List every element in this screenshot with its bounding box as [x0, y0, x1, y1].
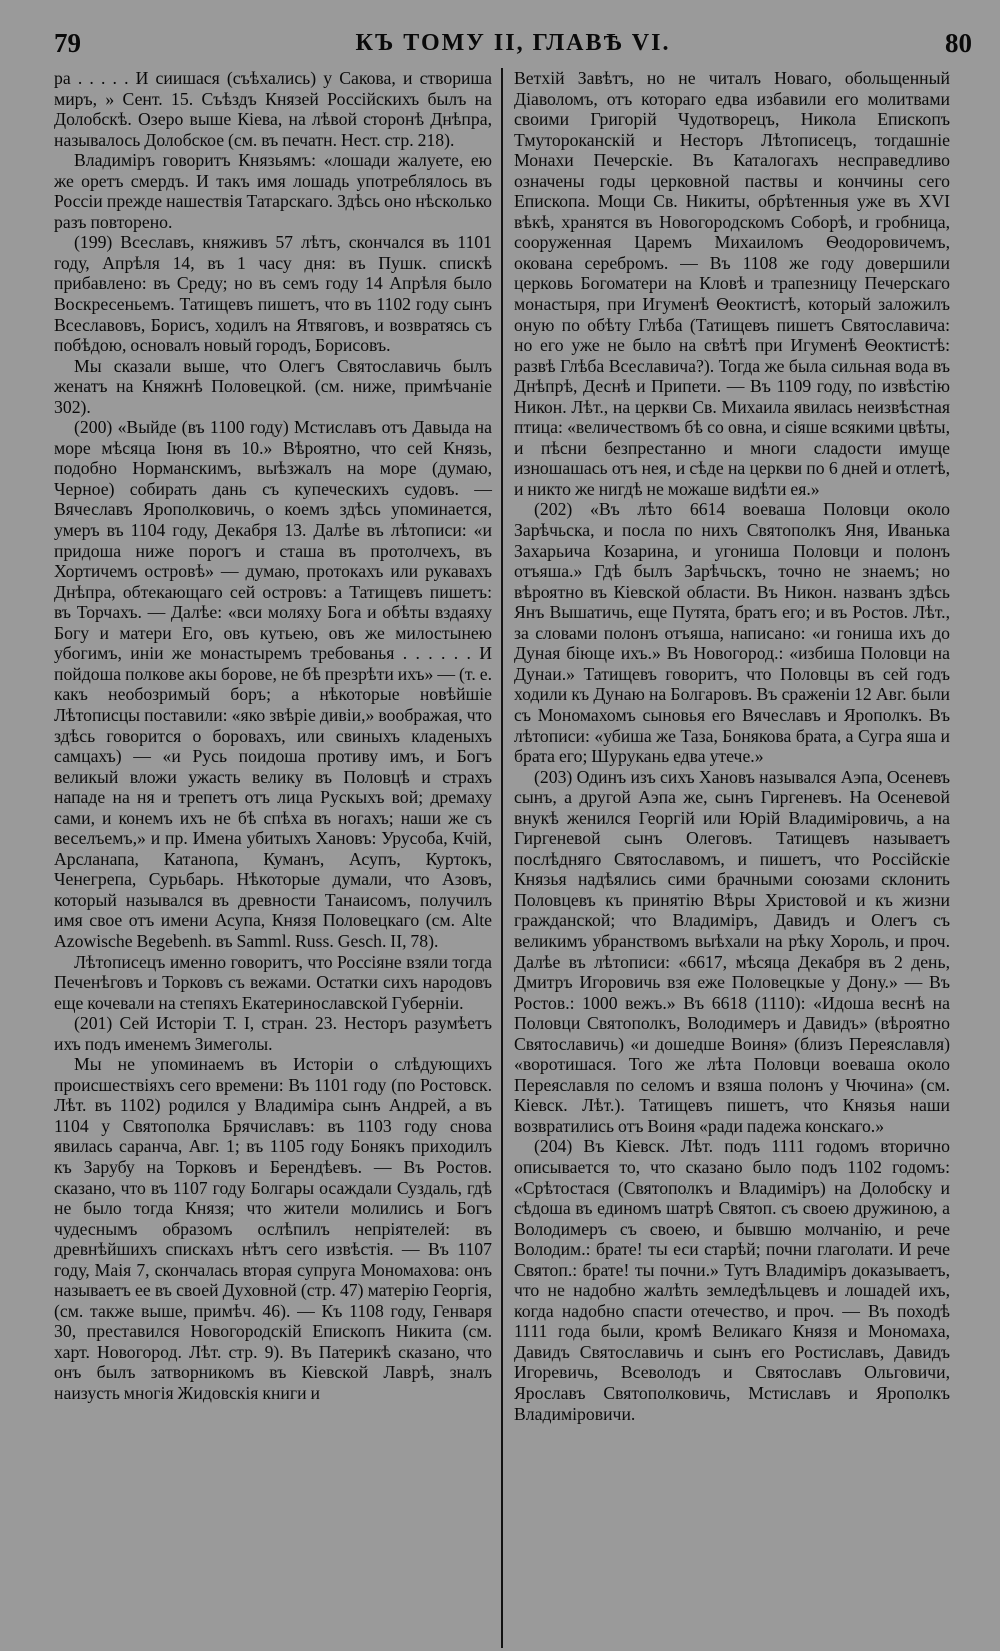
column-divider — [501, 68, 503, 1648]
paragraph: Владиміръ говоритъ Князьямъ: «лошади жалуете, ею же оретъ смердъ. И такъ имя лошадь употреблялось въ Россіи прежде нашествія Татарскаго. Здѣсь оно нѣсколько разъ повторено. — [54, 150, 492, 232]
paragraph: Мы не упоминаемъ въ Исторіи о слѣдующихъ происшествіяхъ сего времени: Въ 1101 году (по Ростовск. Лѣт. въ 1102) родился у Владиміра сынъ Андрей, а въ 1104 у Святополка Брячиславъ: въ 1103 году снова явилась саранча, Авг. 1; въ 1105 году Бонякъ приходилъ къ Зарубу на Торковъ и Берендѣевъ. — Въ Ростов. сказано, что въ 1107 году Болгары осаждали Суздаль, гдѣ не было тогда Князя; что жители молились и Богъ чудеснымъ образомъ ослѣпилъ непріятелей: въ древнѣйшихъ спискахъ нѣтъ сего извѣстія. — Въ 1107 году, Маія 7, скончалась вторая супруга Мономахова: онъ называетъ ее въ своей Духовной (стр. 47) матерію Георгія, (см. также выше, примѣч. 46). — Къ 1108 году, Генваря 30, преставился Новогородскій Епископъ Никита (см. харт. Новогород. Лѣт. стр. 9). Въ Патерикѣ сказано, что онъ былъ затворникомъ въ Кіевской Лаврѣ, зналъ наизусть многія Жидовскія книги и — [54, 1054, 492, 1403]
paragraph: Ветхій Завѣтъ, но не читалъ Новаго, обольщенный Діаволомъ, отъ котораго едва избавили его молитвами своими Григорій Чудотворецъ, Никола Епископъ Тмутороканскій и Несторъ Лѣтописецъ, тогдашніе Монахи Печерскіе. Въ Каталогахъ несправедливо означены годы церковной паствы и кончины сего Епископа. Мощи Св. Никиты, обрѣтенныя уже въ XVI вѣкѣ, хранятся въ Новогородскомъ Соборѣ, и гробница, сооруженная Царемъ Михаиломъ Ѳеодоровичемъ, окована серебромъ. — Въ 1108 же году довершили церковь Богоматери на Кловѣ и трапезницу Печерскаго монастыря, при Игуменѣ Ѳеоктистѣ, который заложилъ оную по обѣту Глѣба (Татищевъ пишетъ Святославича: но его уже не было на свѣтѣ при Игуменѣ Ѳеоктистѣ: развѣ Глѣба Всеславича?). Тогда же была сильная вода въ Днѣпрѣ, Деснѣ и Припети. — Въ 1109 году, по извѣстію Никон. Лѣт., на церкви Св. Михаила явилась неизвѣстная птица: «величествомъ бѣ со овна, и сіяше всякими цвѣты, и пѣсни безпрестанно и многи сладости имуще изношашась отъ нея, и сѣде на церкви по 6 дней и отлетѣ, и никто же нигдѣ не можаше видѣти ея.» — [514, 68, 950, 499]
paragraph: (203) Одинъ изъ сихъ Хановъ назывался Аэпа, Осеневъ сынъ, а другой Аэпа же, сынъ Гиргеневъ. На Осеневой внукѣ женился Георгій или Юрій Владиміровичь, а на Гиргеневой сынъ Олеговъ. Татищевъ называетъ послѣдняго Святославомъ, и пишетъ, что Россійскіе Князья надѣялись сими брачными союзами склонить Половцевъ къ принятію Вѣры Христовой и къ жизни гражданской; что Владиміръ, Давидъ и Олегъ съ великимъ убранствомъ выѣхали на рѣку Хороль, и проч. Далѣе въ лѣтописи: «6617, мѣсяца Декабря въ 2 день, Дмитръ Игоровичь взя еже Половецкые у Дону.» — Въ Ростов.: 1000 вежъ.» Въ 6618 (1110): «Идоша веснѣ на Половци Святополкъ, Володимеръ и Давидъ» (вѣроятно Святославичь) «и дошедше Воиня» (близъ Переяславля) «воротишася. Того же лѣта Половци воеваша около Переяславля по селомъ и взяша полонъ у Чючина» (см. Кіевск. Лѣт.). Татищевъ пишетъ, что Князья наши возвратились отъ Воиня «ради падежа конскаго.» — [514, 766, 950, 1136]
running-title: КЪ ТОМУ II, ГЛАВѢ VI. — [355, 30, 671, 56]
paragraph: (202) «Въ лѣто 6614 воеваша Половци около Зарѣчьска, и посла по нихъ Святополкъ Яня, Иванька Захарьича Козарина, и угониша Половци и полонъ отъяша.» Гдѣ былъ Зарѣчьскъ, точно не знаемъ; но вѣроятно въ Кіевской области. Въ Никон. названъ здѣсь Янъ Вышатичь, еще Путята, братъ его; и въ Ростов. Лѣт., за словами полонъ отъяша, написано: «и гониша ихъ до Дуная біюще ихъ.» Въ Новогород.: «избиша Половци на Дунаи.» Татищевъ говоритъ, что Половцы въ сей годъ ходили къ Дунаю на Болгаровъ. Въ сраженіи 12 Авг. были съ Мономахомъ сыновья его Вячеславъ и Ярополкъ. Въ лѣтописи: «убиша же Таза, Бонякова брата, а Сугра яша и брата его; Шурукань едва утече.» — [514, 499, 950, 767]
left-column — [54, 68, 500, 1648]
paragraph: Мы сказали выше, что Олегъ Святославичь былъ женатъ на Княжнѣ Половецкой. (см. ниже, примѣчаніе 302). — [54, 355, 492, 417]
paragraph: (201) Сей Исторіи Т. I, стран. 23. Несторъ разумѣетъ ихъ подъ именемъ Зимеголы. — [54, 1013, 492, 1054]
page-header — [54, 22, 972, 68]
paragraph: ра . . . . . И сиишася (съѣхались) у Сакова, и створиша миръ, » Сент. 15. Съѣздъ Князей Россійскихъ былъ на Долобскѣ. Озеро выше Кіева, на лѣвой сторонѣ Днѣпра, называлось Долобское (см. въ печатн. Нест. стр. 218). — [54, 68, 492, 150]
paragraph: (204) Въ Кіевск. Лѣт. подъ 1111 годомъ вторично описывается то, что сказано было подъ 1102 годомъ: «Срѣтостася (Святополкъ и Владиміръ) на Долобску и сѣдоша въ единомъ шатрѣ Святоп. съ своею дружиною, а Володимеръ съ своею, и бывшю молчанію, и рече Володим.: брате! ты еси старѣй; почни глаголати. И рече Святоп.: брате! ты почни.» Тутъ Владиміръ доказываетъ, что не надобно жалѣть земледѣльцевъ и лошадей ихъ, когда надобно спасти отечество, и проч. — Въ походѣ 1111 года были, кромѣ Великаго Князя и Мономаха, Давидъ Святославичь и сынъ его Ростиславъ, Давидъ Игоревичь, Всеволодъ и Святославъ Ольговичи, Ярославъ Святополковичь, Мстиславъ и Ярополкъ Владиміровичи. — [514, 1136, 950, 1424]
page-number-right: 80 — [945, 28, 972, 58]
paragraph: Лѣтописецъ именно говоритъ, что Россіяне взяли тогда Печенѣговъ и Торковъ съ вежами. Остатки сихъ народовъ еще кочевали на степяхъ Екатеринославской Губерніи. — [54, 951, 492, 1013]
text-columns — [54, 68, 972, 1648]
paragraph: (200) «Выйде (въ 1100 году) Мстиславъ отъ Давыда на море мѣсяца Іюня въ 10.» Вѣроятно, что сей Князь, подобно Норманскимъ, выѣзжалъ на море (думаю, Черное) собирать дань съ купеческихъ судовъ. — Вячеславъ Ярополковичь, о коемъ здѣсь упоминается, умеръ въ 1104 году, Декабря 13. Далѣе въ лѣтописи: «и придоша ниже порогъ и сташа въ протолчехъ, въ Хортичемъ островѣ» — думаю, протокахъ или рукавахъ Днѣпра, обтекающаго сей островъ: а Татищевъ пишетъ: въ Торчахъ. — Далѣе: «вси моляху Бога и обѣты вздаяху Богу и матери Его, овъ кутьею, овъ же милостынею убогимъ, иніи же монастыремъ требованья . . . . . . И пойдоша полкове акы борове, не бѣ презрѣти ихъ» — (т. е. какъ необозримый боръ; а нѣкоторые новѣйшіе Лѣтописцы поставили: «яко звѣріе дивіи,» воображая, что здѣсь говорится о боровахъ, или свиныхъ кладеныхъ самцахъ) — «и Русь поидоша противу имъ, и Богъ великый вложи ужасть велику въ Половцѣ и страхъ нападе на ня и трепетъ отъ лица Рускыхъ вой; дремаху сами, и конемъ ихъ не бѣ спѣха въ ногахъ; наши же съ веселъемъ,» и пр. Имена убитыхъ Хановъ: Урусоба, Кчій, Арсланапа, Катанопа, Куманъ, Асупъ, Куртокъ, Ченегрепа, Сурьбарь. Нѣкоторые думали, что Азовъ, который назывался въ древности Танаисомъ, получилъ имя свое отъ имени Асупа, Князя Половецкаго (см. Alte Azowische Begebenh. въ Samml. Russ. Gesch. II, 78). — [54, 417, 492, 951]
page-number-left: 79 — [54, 28, 81, 58]
right-column — [504, 68, 950, 1648]
paragraph: (199) Всеславъ, княживъ 57 лѣтъ, скончался въ 1101 году, Апрѣля 14, въ 1 часу дня: въ Пушк. спискѣ прибавлено: въ Среду; но въ семъ году 14 Апрѣля было Воскресеньемъ. Татищевъ пишетъ, что въ 1102 году сынъ Всеславовъ, Борисъ, ходилъ на Ятвяговъ, и возвратясь съ побѣдою, основалъ новый городъ, Борисовъ. — [54, 232, 492, 356]
